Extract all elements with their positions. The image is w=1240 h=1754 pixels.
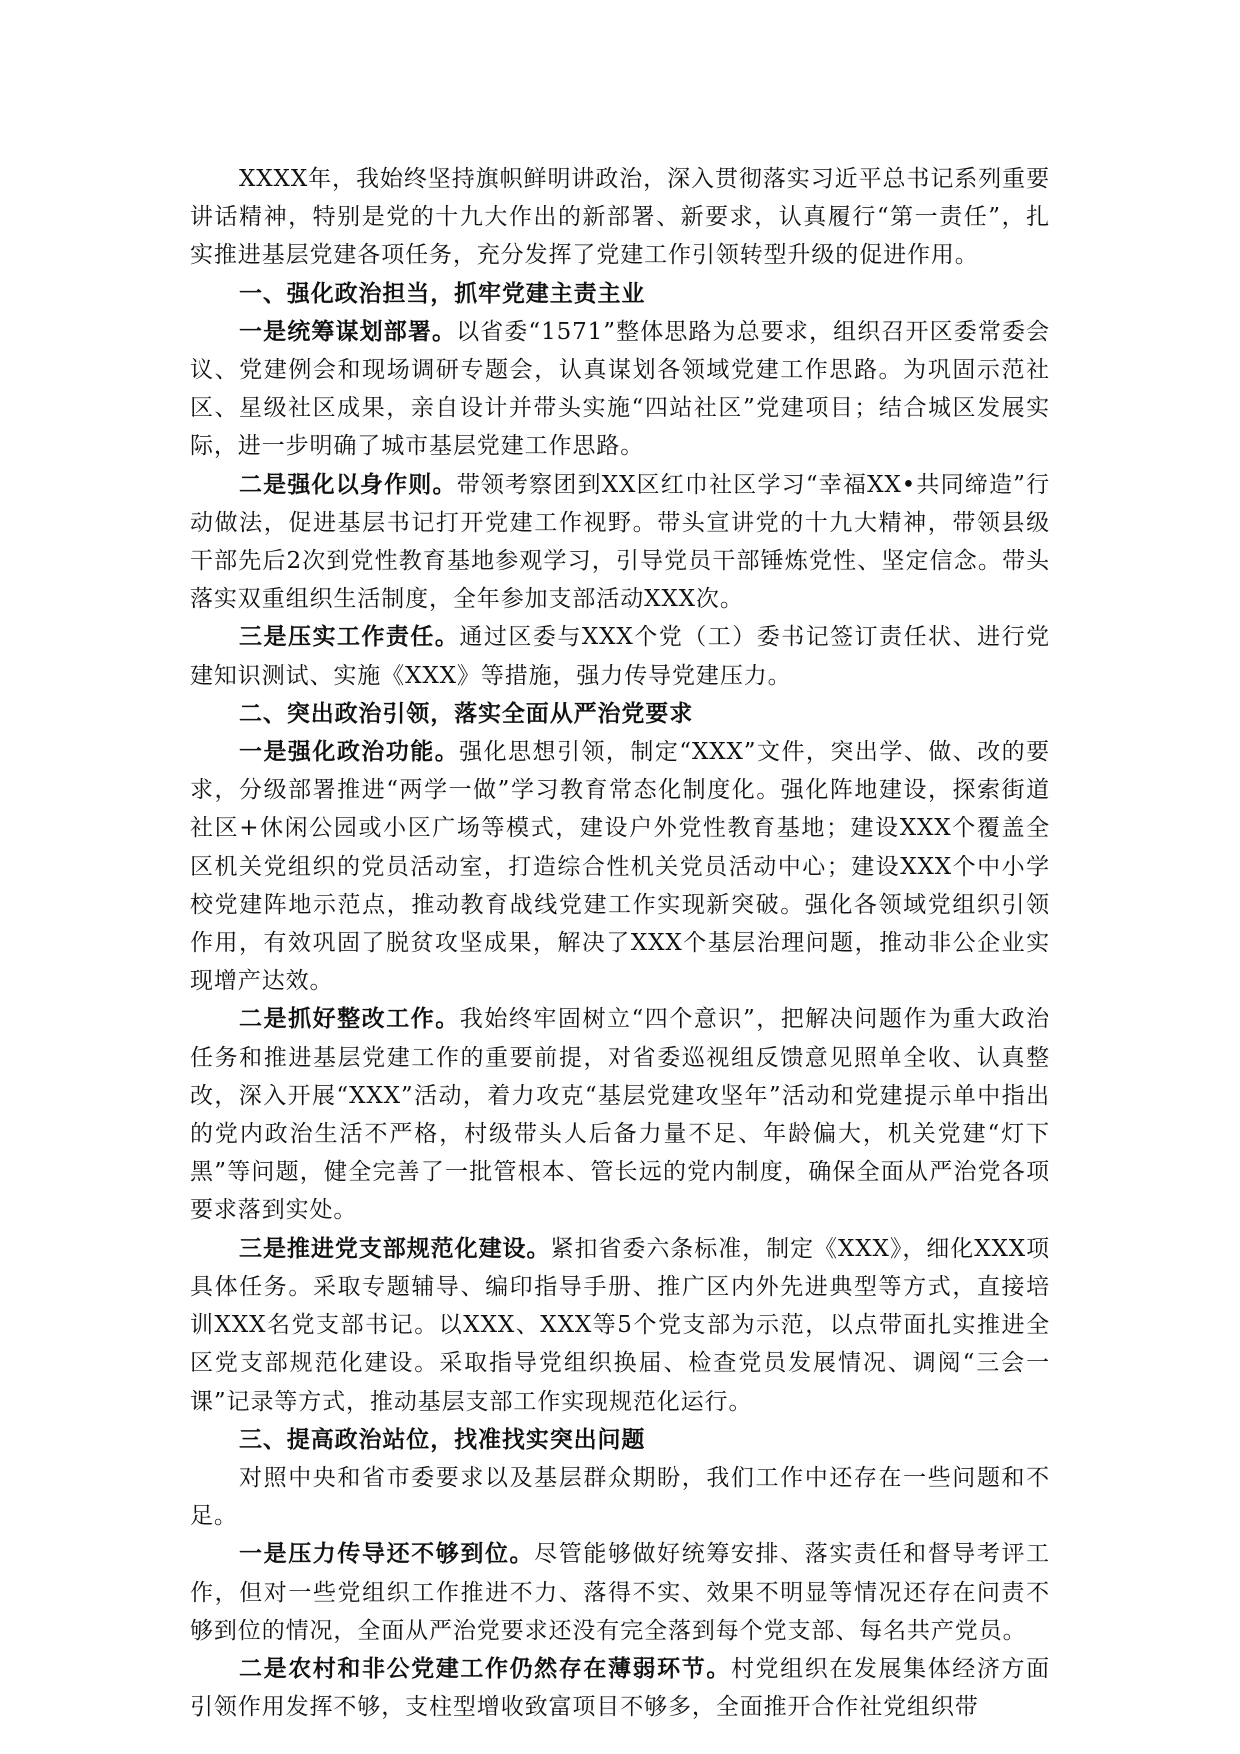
paragraph-lead: 二是强化以身作则。 (239, 470, 457, 498)
paragraph (190, 1000, 1050, 1229)
paragraph-text: 通过区委与XXX个党（工）委书记签订责任状、进行党建知识测试、实施《XXX》等措施，强力传导党建压力。 (190, 624, 1050, 689)
paragraph (190, 618, 1050, 694)
paragraph-lead: 二是农村和非公党建工作仍然存在薄弱环节。 (239, 1654, 731, 1682)
paragraph-text: 强化思想引领，制定“XXX”文件，突出学、做、改的要求，分级部署推进“两学一做”学习教育常态化制度化。强化阵地建设，探索街道社区+休闲公园或小区广场等模式，建设户外党性教育基地；建设XXX个覆盖全区机关党组织的党员活动室，打造综合性机关党员活动中心；建设XXX个中小学校党建阵地示范点，推动教育战线党建工作实现新突破。强化各领域党组织引领作用，有效巩固了脱贫攻坚成果，解决了XXX个基层治理问题，推动非公企业实现增产达效。 (190, 739, 1050, 995)
section-heading: 二、突出政治引领，落实全面从严治党要求 (239, 699, 694, 727)
paragraph-text: 紧扣省委六条标准，制定《XXX》，细化XXX项具体任务。采取专题辅导、编印指导手册、推广区内外先进典型等方式，直接培训XXX名党支部书记。以XXX、XXX等5个党支部为示范，以点带面扎实推进全区党支部规范化建设。采取指导党组织换届、检查党员发展情况、调阅“三会一课”记录等方式，推动基层支部工作实现规范化运行。 (190, 1235, 1050, 1415)
paragraph-text: 以省委“1571”整体思路为总要求，组织召开区委常委会议、党建例会和现场调研专题会，认真谋划各领域党建工作思路。为巩固示范社区、星级社区成果，亲自设计并带头实施“四站社区”党建项目；结合城区发展实际，进一步明确了城市基层党建工作思路。 (190, 318, 1050, 460)
paragraph-text: 村党组织在发展集体经济方面引领作用发挥不够，支柱型增收致富项目不够多，全面推开合作社党组织带 (190, 1655, 1050, 1721)
paragraph (190, 1650, 1050, 1726)
paragraph-text: 我始终牢固树立“四个意识”，把解决问题作为重大政治任务和推进基层党建工作的重要前提，对省委巡视组反馈意见照单全收、认真整改，深入开展“XXX”活动，着力攻克“基层党建攻坚年”活动和党建提示单中指出的党内政治生活不严格，村级带头人后备力量不足、年龄偏大，机关党建“灯下黑”等问题，健全完善了一批管根本、管长远的党内制度，确保全面从严治党各项要求落到实处。 (190, 1006, 1050, 1224)
paragraph-text: 带领考察团到XX区红巾社区学习“幸福XX•共同缔造”行动做法，促进基层书记打开党建工作视野。带头宣讲党的十九大精神，带领县级干部先后2次到党性教育基地参观学习，引导党员干部锤炼党性、坚定信念。带头落实双重组织生活制度，全年参加支部活动XXX次。 (190, 471, 1050, 613)
paragraph-lead: 一是强化政治功能。 (239, 738, 460, 766)
paragraph (190, 1535, 1050, 1650)
paragraph-text: 尽管能够做好统筹安排、落实责任和督导考评工作，但对一些党组织工作推进不力、落得不实、效果不明显等情况还存在问责不够到位的情况，全面从严治党要求还没有完全落到每个党支部、每名共产党员。 (190, 1541, 1050, 1644)
section-heading: 三、提高政治站位，找准找实突出问题 (239, 1425, 646, 1453)
paragraph (190, 1230, 1050, 1421)
paragraph-lead: 二是抓好整改工作。 (239, 1005, 460, 1033)
paragraph (190, 466, 1050, 619)
paragraph (190, 733, 1050, 1000)
intro-paragraph: XXXX年，我始终坚持旗帜鲜明讲政治，深入贯彻落实习近平总书记系列重要讲话精神，特别是党的十九大作出的新部署、新要求，认真履行“第一责任”，扎实推进基层党建各项任务，充分发挥了党建工作引领转型升级的促进作用。 (190, 166, 1050, 269)
paragraph-lead: 三是推进党支部规范化建设。 (239, 1234, 551, 1262)
document-page (190, 160, 1050, 1726)
section-intro-paragraph: 对照中央和省市委要求以及基层群众期盼，我们工作中还存在一些问题和不足。 (190, 1464, 1050, 1530)
paragraph-lead: 一是压力传导还不够到位。 (239, 1540, 535, 1568)
paragraph (190, 313, 1050, 466)
paragraph-lead: 三是压实工作责任。 (239, 623, 460, 651)
paragraph-lead: 一是统筹谋划部署。 (239, 317, 457, 345)
section-heading: 一、强化政治担当，抓牢党建主责主业 (239, 279, 646, 307)
